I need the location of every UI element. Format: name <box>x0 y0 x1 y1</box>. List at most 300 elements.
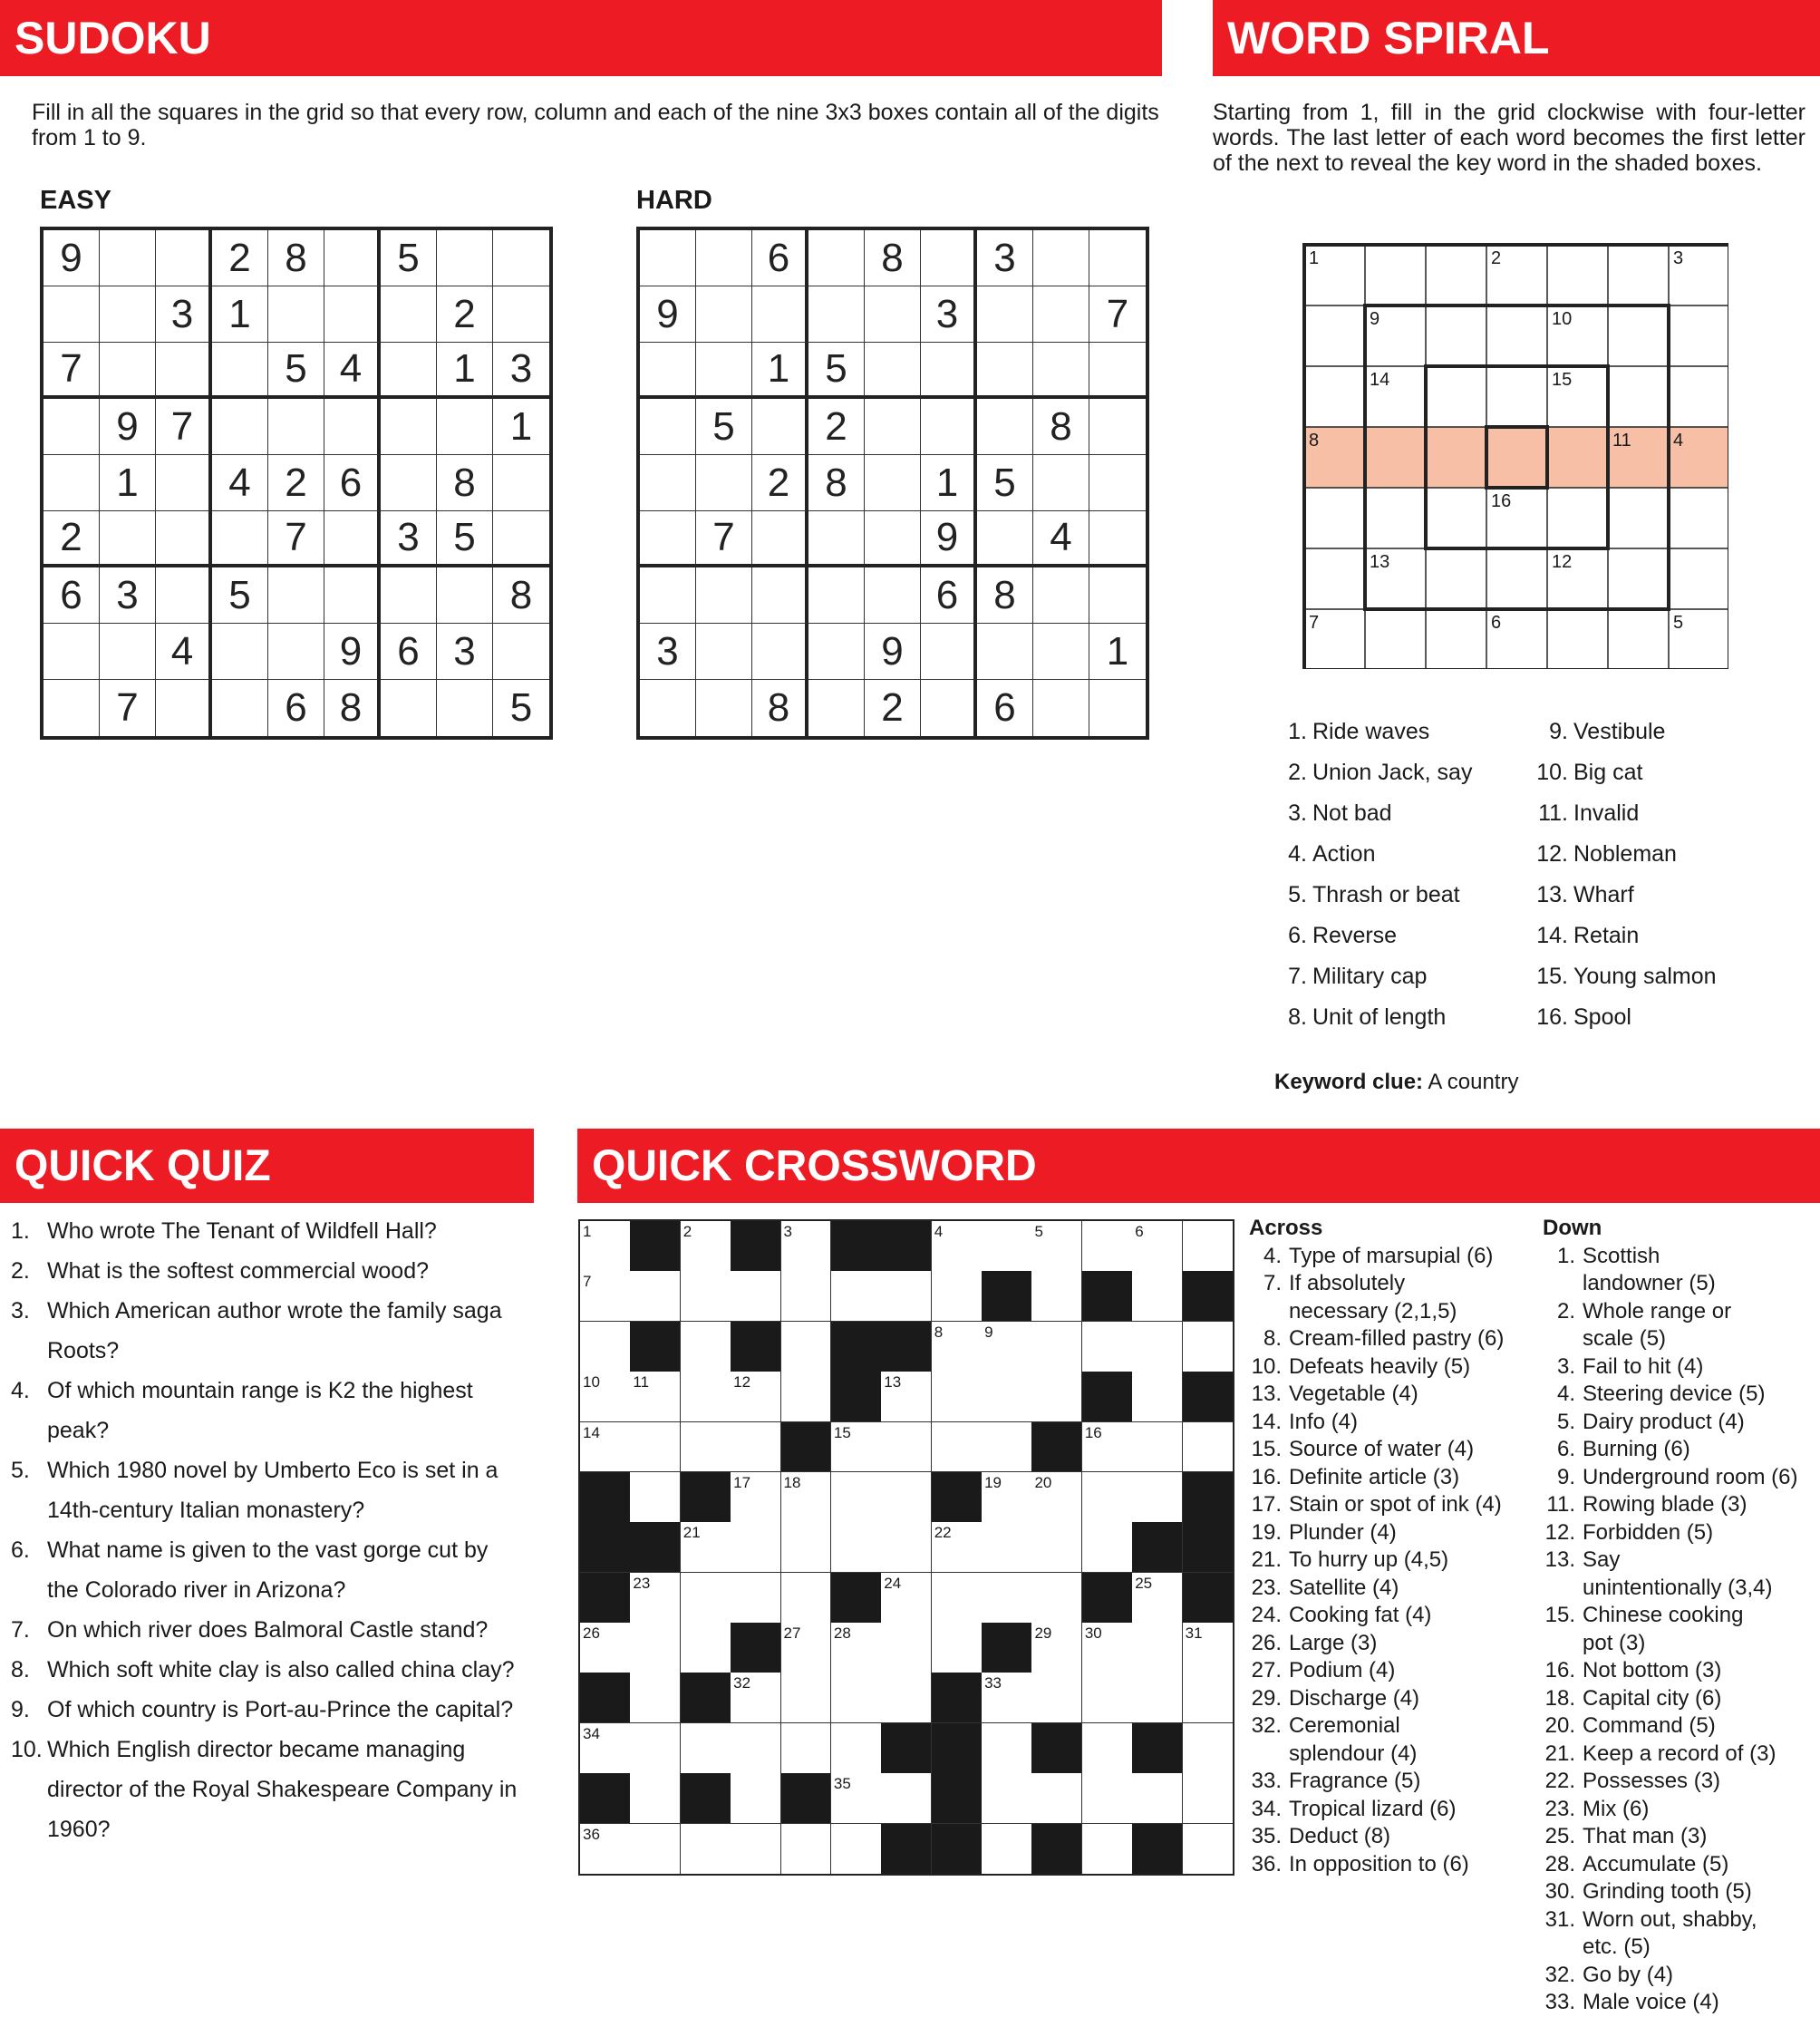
crossword-cell[interactable] <box>982 1422 1032 1473</box>
sudoku-cell[interactable] <box>1033 567 1089 624</box>
clue-line: Forbidden (5) <box>1583 1519 1714 1545</box>
crossword-cell[interactable] <box>630 1372 681 1422</box>
sudoku-cell[interactable] <box>808 230 865 286</box>
crossword-cell[interactable] <box>630 1623 681 1673</box>
sudoku-cell[interactable] <box>977 511 1033 567</box>
sudoku-cell[interactable] <box>640 230 696 286</box>
clue-text <box>1583 1906 1757 1962</box>
crossword-cell[interactable] <box>1132 1271 1183 1322</box>
sudoku-cell[interactable] <box>977 399 1033 455</box>
crossword-cell[interactable] <box>781 1221 832 1272</box>
crossword-cell[interactable] <box>1031 1522 1082 1573</box>
crossword-cell[interactable] <box>781 1322 832 1372</box>
crossword-cell[interactable] <box>1082 1673 1133 1723</box>
clue-text <box>1583 1685 1721 1713</box>
sudoku-cell[interactable] <box>100 511 156 567</box>
crossword-cell[interactable] <box>982 1322 1032 1372</box>
sudoku-cell[interactable] <box>1033 230 1089 286</box>
clue-number: 8. <box>1288 1004 1307 1030</box>
clue-text <box>1289 1519 1397 1547</box>
sudoku-cell: 6 <box>381 624 437 680</box>
crossword-cell[interactable] <box>1082 1824 1133 1875</box>
sudoku-cell[interactable] <box>808 624 865 680</box>
sudoku-cell[interactable] <box>808 567 865 624</box>
sudoku-cell: 2 <box>437 286 493 343</box>
clue-text <box>1583 1547 1772 1602</box>
crossword-cell[interactable] <box>831 1472 882 1523</box>
sudoku-cell[interactable] <box>324 286 381 343</box>
crossword-cell[interactable] <box>731 1472 781 1523</box>
sudoku-cell[interactable] <box>493 230 549 286</box>
clue-line: Deduct (8) <box>1289 1824 1391 1848</box>
sudoku-cell[interactable] <box>640 511 696 567</box>
sudoku-cell[interactable] <box>977 624 1033 680</box>
crossword-clue <box>1543 1243 1820 1298</box>
sudoku-cell[interactable] <box>640 455 696 511</box>
sudoku-cell[interactable] <box>752 567 808 624</box>
sudoku-cell[interactable] <box>44 455 100 511</box>
crossword-cell[interactable] <box>1031 1573 1082 1624</box>
clue-text <box>1583 1851 1728 1879</box>
crossword-cell[interactable] <box>1031 1322 1082 1372</box>
crossword-cell[interactable] <box>982 1723 1032 1774</box>
sudoku-title: SUDOKU <box>15 13 211 63</box>
sudoku-cell[interactable] <box>493 624 549 680</box>
sudoku-cell[interactable] <box>865 399 921 455</box>
crossword-cell[interactable] <box>982 1472 1032 1523</box>
crossword-cell[interactable] <box>731 1372 781 1422</box>
crossword-cell[interactable] <box>630 1673 681 1723</box>
question-text <box>47 1530 488 1610</box>
crossword-cell[interactable] <box>1082 1322 1133 1372</box>
crossword-cell[interactable] <box>1183 1322 1234 1372</box>
sudoku-cell[interactable] <box>437 680 493 736</box>
crossword-cell[interactable] <box>731 1573 781 1624</box>
crossword-cell[interactable] <box>781 1623 832 1673</box>
crossword-cell[interactable] <box>630 1422 681 1473</box>
sudoku-cell[interactable] <box>156 567 212 624</box>
crossword-cell[interactable] <box>881 1422 932 1473</box>
crossword-number: 10 <box>583 1373 600 1392</box>
crossword-cell[interactable] <box>1183 1773 1234 1824</box>
sudoku-cell[interactable] <box>268 399 324 455</box>
crossword-cell[interactable] <box>731 1773 781 1824</box>
crossword-cell[interactable] <box>1132 1573 1183 1624</box>
question-line: Which English director became managing <box>47 1737 466 1762</box>
crossword-number: 21 <box>682 1524 701 1542</box>
clue-text <box>1289 1270 1457 1325</box>
question-line: Roots? <box>47 1338 120 1363</box>
sudoku-cell[interactable] <box>1033 286 1089 343</box>
spiral-number: 6 <box>1491 613 1502 633</box>
sudoku-cell: 5 <box>977 455 1033 511</box>
clue-line: Ceremonial <box>1289 1713 1400 1738</box>
sudoku-cell[interactable] <box>381 680 437 736</box>
crossword-cell[interactable] <box>982 1773 1032 1824</box>
sudoku-cell[interactable] <box>696 624 752 680</box>
quiz-question <box>11 1211 535 1251</box>
clue-number: 14. <box>1536 923 1568 948</box>
crossword-cell[interactable] <box>1031 1623 1082 1673</box>
crossword-cell[interactable] <box>1031 1472 1082 1523</box>
sudoku-cell[interactable] <box>44 286 100 343</box>
sudoku-cell[interactable] <box>1089 230 1146 286</box>
sudoku-cell[interactable] <box>865 511 921 567</box>
crossword-cell[interactable] <box>781 1271 832 1322</box>
crossword-cell[interactable] <box>982 1673 1032 1723</box>
crossword-cell[interactable] <box>1082 1773 1133 1824</box>
sudoku-cell[interactable] <box>324 399 381 455</box>
crossword-cell[interactable] <box>580 1322 631 1372</box>
sudoku-cell[interactable] <box>808 680 865 736</box>
sudoku-cell[interactable] <box>752 286 808 343</box>
sudoku-cell[interactable] <box>1033 680 1089 736</box>
crossword-cell[interactable] <box>1031 1673 1082 1723</box>
crossword-cell[interactable] <box>630 1723 681 1774</box>
sudoku-cell[interactable] <box>921 343 977 399</box>
sudoku-cell[interactable] <box>324 511 381 567</box>
clue-text: Unit of length <box>1312 1004 1447 1030</box>
crossword-cell[interactable] <box>681 1723 731 1774</box>
crossword-cell[interactable] <box>881 1673 932 1723</box>
crossword-cell[interactable] <box>982 1221 1032 1272</box>
sudoku-cell[interactable] <box>437 567 493 624</box>
crossword-cell[interactable] <box>630 1573 681 1624</box>
sudoku-cell[interactable] <box>752 511 808 567</box>
question-line: Which 1980 novel by Umberto Eco is set in a <box>47 1458 499 1483</box>
crossword-cell[interactable] <box>1031 1271 1082 1322</box>
sudoku-cell[interactable] <box>1089 343 1146 399</box>
crossword-cell[interactable] <box>932 1522 983 1573</box>
sudoku-cell[interactable] <box>752 399 808 455</box>
sudoku-cell[interactable] <box>493 511 549 567</box>
sudoku-cell[interactable] <box>212 511 268 567</box>
clue-text <box>1289 1796 1457 1824</box>
sudoku-cell[interactable] <box>381 567 437 624</box>
crossword-cell[interactable] <box>932 1623 983 1673</box>
quick-quiz-banner <box>0 1129 534 1203</box>
sudoku-cell[interactable] <box>44 680 100 736</box>
crossword-cell[interactable] <box>932 1221 983 1272</box>
clue-number: 6. <box>1556 1437 1575 1461</box>
sudoku-cell[interactable] <box>156 230 212 286</box>
sudoku-cell[interactable] <box>808 511 865 567</box>
crossword-cell[interactable] <box>580 1221 631 1272</box>
crossword-cell[interactable] <box>681 1522 731 1573</box>
clue-number: 2. <box>1556 1298 1575 1324</box>
sudoku-cell[interactable] <box>437 399 493 455</box>
crossword-cell[interactable] <box>781 1723 832 1774</box>
crossword-cell[interactable] <box>831 1773 882 1824</box>
hard-label: HARD <box>636 186 712 215</box>
sudoku-cell[interactable] <box>865 286 921 343</box>
crossword-cell[interactable] <box>1031 1221 1082 1272</box>
crossword-cell[interactable] <box>781 1372 832 1422</box>
crossword-cell[interactable] <box>731 1824 781 1875</box>
sudoku-cell: 2 <box>808 399 865 455</box>
crossword-cell[interactable] <box>731 1522 781 1573</box>
crossword-number: 29 <box>1034 1624 1052 1643</box>
crossword-cell[interactable] <box>1183 1723 1234 1774</box>
crossword-cell[interactable] <box>630 1472 681 1523</box>
sudoku-cell[interactable] <box>808 286 865 343</box>
quiz-question <box>11 1291 535 1371</box>
crossword-cell[interactable] <box>1082 1522 1133 1573</box>
crossword-cell[interactable] <box>681 1824 731 1875</box>
sudoku-cell[interactable] <box>212 399 268 455</box>
crossword-cell[interactable] <box>781 1673 832 1723</box>
sudoku-cell[interactable] <box>921 230 977 286</box>
spiral-clue <box>1278 1004 1523 1045</box>
sudoku-cell[interactable] <box>493 286 549 343</box>
crossword-cell[interactable] <box>881 1271 932 1322</box>
crossword-cell[interactable] <box>681 1573 731 1624</box>
crossword-cell[interactable] <box>982 1372 1032 1422</box>
crossword-cell[interactable] <box>781 1522 832 1573</box>
clue-text: Thrash or beat <box>1312 882 1460 907</box>
sudoku-cell[interactable] <box>696 567 752 624</box>
sudoku-cell: 6 <box>268 680 324 736</box>
crossword-cell[interactable] <box>1183 1623 1234 1673</box>
crossword-cell[interactable] <box>881 1773 932 1824</box>
sudoku-cell[interactable] <box>865 455 921 511</box>
easy-label: EASY <box>40 186 111 215</box>
sudoku-cell[interactable] <box>640 680 696 736</box>
crossword-cell[interactable] <box>681 1322 731 1372</box>
question-number: 2. <box>11 1258 30 1284</box>
sudoku-cell[interactable] <box>156 455 212 511</box>
crossword-cell[interactable] <box>1132 1221 1183 1272</box>
sudoku-cell[interactable] <box>1033 455 1089 511</box>
sudoku-cell[interactable] <box>381 455 437 511</box>
crossword-cell[interactable] <box>630 1271 681 1322</box>
crossword-cell[interactable] <box>831 1623 882 1673</box>
sudoku-cell: 5 <box>808 343 865 399</box>
sudoku-cell[interactable] <box>640 567 696 624</box>
sudoku-cell[interactable] <box>696 230 752 286</box>
crossword-cell[interactable] <box>781 1472 832 1523</box>
crossword-cell[interactable] <box>781 1824 832 1875</box>
crossword-clue <box>1249 1712 1521 1768</box>
crossword-cell[interactable] <box>681 1623 731 1673</box>
crossword-cell[interactable] <box>1183 1422 1234 1473</box>
crossword-cell[interactable] <box>731 1422 781 1473</box>
sudoku-cell: 6 <box>752 230 808 286</box>
crossword-cell[interactable] <box>881 1623 932 1673</box>
sudoku-cell[interactable] <box>1089 511 1146 567</box>
sudoku-cell[interactable] <box>381 343 437 399</box>
crossword-cell[interactable] <box>932 1372 983 1422</box>
crossword-cell[interactable] <box>1132 1673 1183 1723</box>
crossword-cell[interactable] <box>580 1723 631 1774</box>
crossword-cell[interactable] <box>881 1372 932 1422</box>
crossword-cell[interactable] <box>881 1522 932 1573</box>
crossword-clue <box>1543 1436 1820 1464</box>
crossword-cell[interactable] <box>831 1673 882 1723</box>
question-text <box>47 1650 515 1690</box>
sudoku-cell[interactable] <box>100 343 156 399</box>
sudoku-cell[interactable] <box>212 680 268 736</box>
sudoku-cell[interactable] <box>640 343 696 399</box>
crossword-cell[interactable] <box>731 1673 781 1723</box>
sudoku-cell[interactable] <box>696 680 752 736</box>
crossword-cell[interactable] <box>982 1573 1032 1624</box>
sudoku-cell[interactable] <box>696 343 752 399</box>
crossword-cell[interactable] <box>731 1723 781 1774</box>
sudoku-cell[interactable] <box>865 343 921 399</box>
crossword-cell[interactable] <box>831 1422 882 1473</box>
quiz-question-list <box>11 1211 535 1849</box>
crossword-cell[interactable] <box>932 1271 983 1322</box>
crossword-cell[interactable] <box>1183 1673 1234 1723</box>
crossword-cell[interactable] <box>1082 1623 1133 1673</box>
clue-text <box>1289 1657 1395 1685</box>
crossword-cell[interactable] <box>580 1422 631 1473</box>
crossword-cell[interactable] <box>1082 1472 1133 1523</box>
clue-text: Big cat <box>1573 760 1643 785</box>
crossword-cell[interactable] <box>1132 1322 1183 1372</box>
crossword-cell[interactable] <box>932 1573 983 1624</box>
sudoku-cell[interactable] <box>1089 399 1146 455</box>
crossword-black-cell <box>932 1773 983 1824</box>
sudoku-cell[interactable] <box>437 230 493 286</box>
sudoku-cell[interactable] <box>44 624 100 680</box>
crossword-black-cell <box>580 1522 631 1573</box>
clue-number: 13. <box>1544 1547 1575 1572</box>
crossword-number: 5 <box>1034 1223 1043 1240</box>
crossword-cell[interactable] <box>580 1271 631 1322</box>
sudoku-cell[interactable] <box>324 567 381 624</box>
crossword-cell[interactable] <box>831 1522 882 1573</box>
clue-number: 15. <box>1251 1437 1282 1461</box>
crossword-cell[interactable] <box>881 1573 932 1624</box>
clue-text <box>1289 1491 1502 1519</box>
crossword-cell[interactable] <box>580 1372 631 1422</box>
sudoku-cell[interactable] <box>268 286 324 343</box>
sudoku-cell[interactable] <box>640 399 696 455</box>
crossword-number: 32 <box>733 1674 751 1692</box>
crossword-black-cell <box>580 1573 631 1624</box>
question-number: 3. <box>11 1298 30 1324</box>
crossword-cell[interactable] <box>932 1322 983 1372</box>
crossword-cell[interactable] <box>681 1221 731 1272</box>
crossword-cell[interactable] <box>1183 1824 1234 1875</box>
question-line: Which soft white clay is also called china clay? <box>47 1657 515 1682</box>
sudoku-cell[interactable] <box>156 511 212 567</box>
sudoku-cell[interactable] <box>268 567 324 624</box>
crossword-cell[interactable] <box>1132 1623 1183 1673</box>
crossword-cell[interactable] <box>1132 1422 1183 1473</box>
crossword-cell[interactable] <box>580 1824 631 1875</box>
crossword-cell[interactable] <box>831 1824 882 1875</box>
crossword-cell[interactable] <box>982 1824 1032 1875</box>
clue-number: 27. <box>1251 1658 1282 1682</box>
crossword-cell[interactable] <box>1082 1422 1133 1473</box>
crossword-cell[interactable] <box>1183 1221 1234 1272</box>
sudoku-cell[interactable] <box>493 455 549 511</box>
sudoku-cell[interactable] <box>324 230 381 286</box>
sudoku-cell[interactable] <box>381 399 437 455</box>
sudoku-cell[interactable] <box>268 624 324 680</box>
sudoku-cell[interactable] <box>921 399 977 455</box>
crossword-cell[interactable] <box>1132 1372 1183 1422</box>
clue-number: 28. <box>1544 1851 1575 1876</box>
clue-line: Grinding tooth (5) <box>1583 1879 1752 1904</box>
crossword-cell[interactable] <box>630 1773 681 1824</box>
crossword-cell[interactable] <box>831 1723 882 1774</box>
sudoku-cell[interactable] <box>865 567 921 624</box>
crossword-cell[interactable] <box>982 1522 1032 1573</box>
sudoku-cell[interactable] <box>1033 343 1089 399</box>
crossword-cell[interactable] <box>881 1472 932 1523</box>
clue-line: Vegetable (4) <box>1289 1382 1418 1406</box>
crossword-cell[interactable] <box>781 1573 832 1624</box>
crossword-cell[interactable] <box>681 1422 731 1473</box>
sudoku-cell[interactable] <box>1089 455 1146 511</box>
crossword-number: 14 <box>583 1423 600 1441</box>
sudoku-cell[interactable] <box>212 624 268 680</box>
spiral-clue <box>1278 760 1523 800</box>
crossword-cell[interactable] <box>1082 1221 1133 1272</box>
clue-text <box>1289 1768 1420 1796</box>
sudoku-cell: 8 <box>977 567 1033 624</box>
sudoku-cell[interactable] <box>1089 680 1146 736</box>
sudoku-cell[interactable] <box>156 680 212 736</box>
crossword-cell[interactable] <box>932 1422 983 1473</box>
sudoku-cell[interactable] <box>921 680 977 736</box>
sudoku-cell[interactable] <box>1033 624 1089 680</box>
crossword-clue <box>1543 1796 1820 1824</box>
spiral-number: 3 <box>1673 248 1684 268</box>
sudoku-cell: 6 <box>921 567 977 624</box>
sudoku-cell: 7 <box>268 511 324 567</box>
sudoku-cell[interactable] <box>212 343 268 399</box>
sudoku-cell[interactable] <box>100 230 156 286</box>
crossword-cell[interactable] <box>681 1372 731 1422</box>
crossword-cell[interactable] <box>1082 1723 1133 1774</box>
sudoku-cell[interactable] <box>977 286 1033 343</box>
spiral-number: 7 <box>1309 613 1320 633</box>
sudoku-cell[interactable] <box>696 455 752 511</box>
sudoku-cell[interactable] <box>44 399 100 455</box>
sudoku-cell[interactable] <box>156 343 212 399</box>
crossword-cell[interactable] <box>1031 1372 1082 1422</box>
sudoku-cell[interactable] <box>921 624 977 680</box>
question-line: 1960? <box>47 1817 111 1842</box>
crossword-cell[interactable] <box>731 1271 781 1322</box>
sudoku-cell: 4 <box>1033 511 1089 567</box>
sudoku-cell[interactable] <box>752 624 808 680</box>
crossword-cell[interactable] <box>580 1623 631 1673</box>
clue-line: Not bottom (3) <box>1583 1658 1722 1682</box>
sudoku-cell[interactable] <box>1089 567 1146 624</box>
sudoku-cell[interactable] <box>381 286 437 343</box>
crossword-black-cell <box>1183 1522 1234 1573</box>
crossword-cell[interactable] <box>681 1271 731 1322</box>
question-text <box>47 1251 429 1291</box>
clue-number: 7. <box>1263 1271 1282 1295</box>
crossword-cell[interactable] <box>831 1271 882 1322</box>
sudoku-cell[interactable] <box>100 624 156 680</box>
spiral-number: 10 <box>1552 309 1573 329</box>
sudoku-cell[interactable] <box>696 286 752 343</box>
crossword-cell[interactable] <box>630 1824 681 1875</box>
crossword-cell[interactable] <box>1031 1773 1082 1824</box>
crossword-cell[interactable] <box>1132 1472 1183 1523</box>
sudoku-cell[interactable] <box>100 286 156 343</box>
sudoku-cell[interactable] <box>977 343 1033 399</box>
crossword-cell[interactable] <box>1132 1773 1183 1824</box>
